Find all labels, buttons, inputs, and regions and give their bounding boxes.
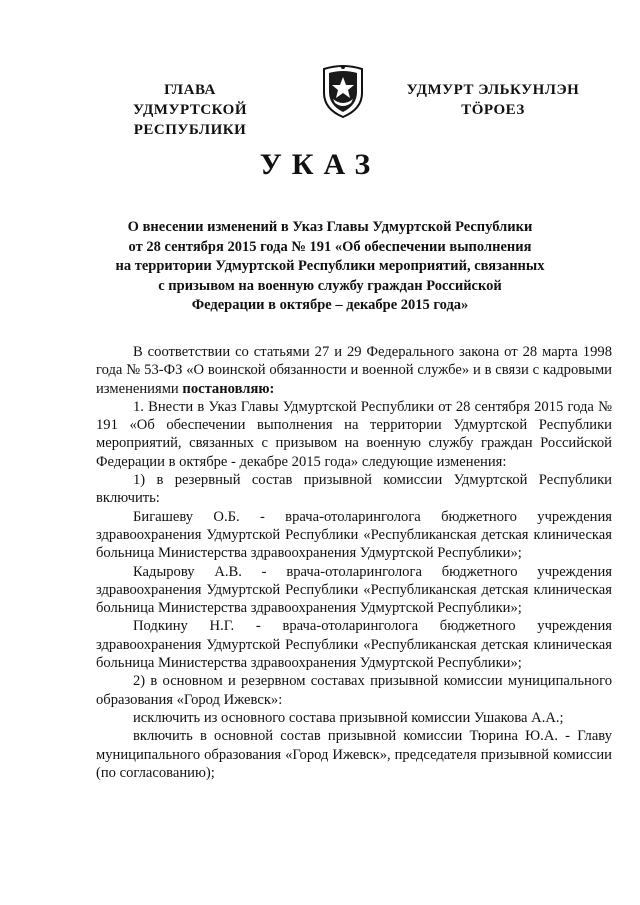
document-subject (100, 218, 560, 316)
udmurt-coat-of-arms-icon (318, 63, 368, 119)
paragraph: Подкину Н.Г. - врача-отоларинголога бюджетного учреждения здравоохранения Удмуртской Республики «Республиканская детская клиническая больница Министерства здравоохранения Удмуртской Республики»; (96, 618, 612, 672)
paragraph: включить в основной состав призывной комиссии Тюрина Ю.А. - Главу муниципального образования «Город Ижевск», председателя призывной комиссии (по согласованию); (96, 728, 612, 781)
issuer-subtitle-udmurt: ТӦРОЕЗ (461, 102, 525, 118)
issuer-region: УДМУРТСКОЙ РЕСПУБЛИКИ (133, 102, 247, 138)
paragraph: 1. Внести в Указ Главы Удмуртской Республики от 28 сентября 2015 года № 191 «Об обеспечении выполнения на территории Удмуртской Республики мероприятий, связанных с призывом на военную службу граждан Российской Федерации в октябре - декабре 2015 года» следующие изменения: (96, 398, 612, 470)
issuer-title-udmurt: УДМУРТ ЭЛЬКУНЛЭН (406, 82, 580, 98)
subject-line: с призывом на военную службу граждан Российской (158, 277, 502, 294)
issuer-block-russian (75, 80, 305, 140)
paragraph: Кадырову А.В. - врача-отоларинголога бюджетного учреждения здравоохранения Удмуртской Республики «Республиканская детская клиническая больница Министерства здравоохранения Удмуртской Республики»; (96, 563, 612, 617)
paragraph: исключить из основного состава призывной комиссии Ушакова А.А.; (133, 709, 564, 726)
subject-line: О внесении изменений в Указ Главы Удмуртской Республики (127, 219, 533, 235)
paragraph: 1) в резервный состав призывной комиссии Удмуртской Республики включить: (96, 472, 612, 507)
issuer-block-udmurt (398, 80, 588, 120)
subject-line: Федерации в октябре – декабре 2015 года» (191, 297, 469, 313)
document-title: УКАЗ (259, 148, 381, 181)
subject-line: от 28 сентября 2015 года № 191 «Об обеспечении выполнения (128, 238, 532, 255)
decree-verb: постановляю: (182, 380, 275, 397)
paragraph: Бигашеву О.Б. - врача-отоларинголога бюджетного учреждения здравоохранения Удмуртской Республики «Республиканская детская клиническая больница Министерства здравоохранения Удмуртской Республики»; (96, 508, 612, 562)
subject-line: на территории Удмуртской Республики мероприятий, связанных (115, 258, 545, 274)
preamble-paragraph (96, 343, 612, 398)
preamble-text: В соответствии со статьями 27 и 29 Федерального закона от 28 марта 1998 года № 53-ФЗ «О воинской обязанности и военной службе» и в связи с кадровыми изменениями (96, 344, 612, 397)
issuer-title: ГЛАВА (164, 82, 216, 98)
document-body (96, 343, 612, 782)
paragraph: 2) в основном и резервном составах призывной комиссии муниципального образования «Город Ижевск»: (96, 673, 612, 708)
